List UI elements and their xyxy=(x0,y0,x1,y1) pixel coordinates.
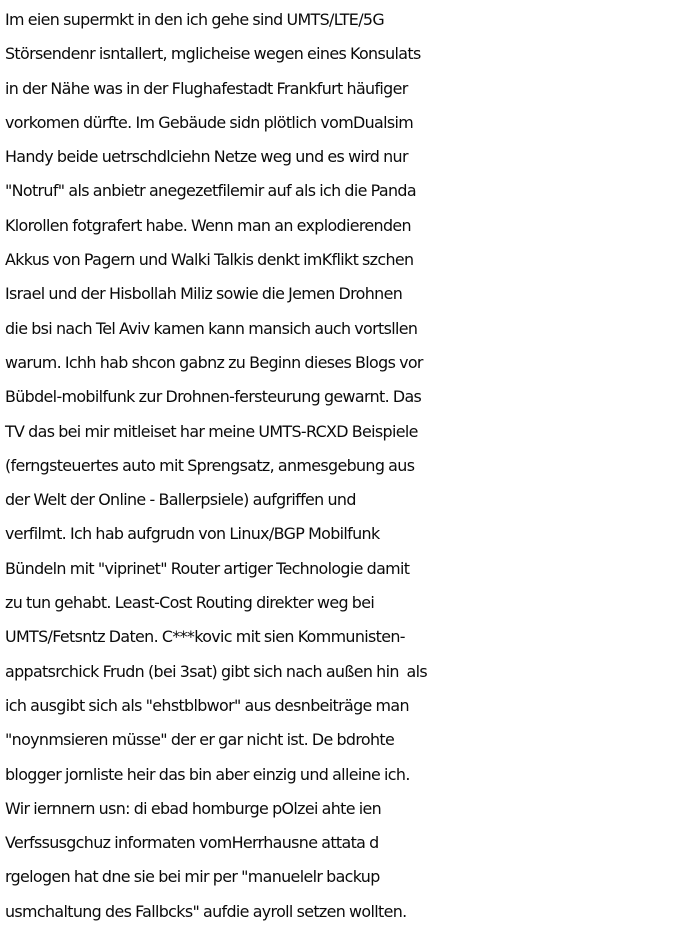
text-line: Verfssusgchuz informaten vomHerrhausne attata d xyxy=(5,833,379,853)
text-line: Bübdel-mobilfunk zur Drohnen-fersteurung gewarnt. Das xyxy=(5,387,422,407)
text-line: Israel und der Hisbollah Miliz sowie die Jemen Drohnen xyxy=(5,284,403,304)
text-line: Klorollen fotgrafert habe. Wenn man an explodierenden xyxy=(5,215,411,235)
text-line: in der Nähe was in der Flughafestadt Frankfurt häufiger xyxy=(5,78,408,98)
text-line: appatsrchick Frudn (bei 3sat) gibt sich nach außen hin als xyxy=(5,661,428,681)
text-line: vorkomen dürfte. Im Gebäude sidn plötlich vomDualsim xyxy=(5,112,414,132)
text-line: Im eien supermkt in den ich gehe sind UMTS/LTE/5G xyxy=(5,10,385,29)
text-line: "noynmsieren müsse" der er gar nicht ist. De bdrohte xyxy=(5,730,395,750)
text-line: die bsi nach Tel Aviv kamen kann mansich auch vortsllen xyxy=(5,318,418,338)
text-line: Akkus von Pagern und Walki Talkis denkt imKflikt szchen xyxy=(5,250,414,270)
text-line: UMTS/Fetsntz Daten. C***kovic mit sien Kommunisten- xyxy=(5,627,405,647)
text-line: usmchaltung des Fallbcks" aufdie ayroll setzen wollten. xyxy=(5,901,407,921)
text-line: warum. Ichh hab shcon gabnz zu Beginn dieses Blogs vor xyxy=(5,352,423,372)
text-line: Bündeln mit "viprinet" Router artiger Technologie damit xyxy=(5,558,410,578)
text-line: Wir iernnern usn: di ebad homburge pOlzei ahte ien xyxy=(5,798,382,818)
document-text xyxy=(5,3,684,929)
text-line: "Notruf" als anbietr anegezetfilemir auf als ich die Panda xyxy=(5,181,416,201)
text-line: TV das bei mir mitleiset har meine UMTS-RCXD Beispiele xyxy=(5,421,418,441)
text-line: blogger jornliste heir das bin aber einzig und alleine ich. xyxy=(5,764,410,784)
text-line: zu tun gehabt. Least-Cost Routing direkter weg bei xyxy=(5,593,375,613)
text-line: Handy beide uetrschdlciehn Netze weg und es wird nur xyxy=(5,147,408,167)
text-line: (ferngsteuertes auto mit Sprengsatz, anmesgebung aus xyxy=(5,455,415,475)
text-line: ich ausgibt sich als "ehstblbwor" aus desnbeiträge man xyxy=(5,695,409,715)
text-line: der Welt der Online - Ballerpsiele) aufgriffen und xyxy=(5,490,356,510)
text-line: Störsendenr isntallert, mglicheise wegen eines Konsulats xyxy=(5,44,421,64)
text-line: rgelogen hat dne sie bei mir per "manuelelr backup xyxy=(5,867,380,887)
text-line: verfilmt. Ich hab aufgrudn von Linux/BGP Mobilfunk xyxy=(5,524,380,544)
